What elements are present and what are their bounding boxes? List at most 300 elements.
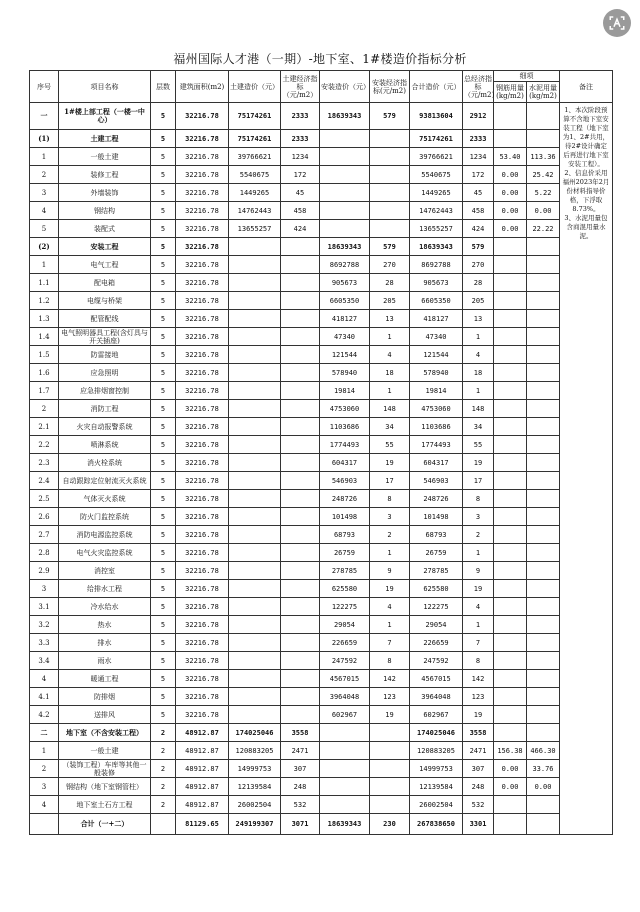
row-seq: (1) [30, 130, 59, 148]
row-concrete [527, 724, 560, 742]
row-name: 一般土建 [59, 742, 151, 760]
row-total-index: 18 [463, 364, 494, 382]
row-install-cost: 905673 [320, 274, 370, 292]
row-install-cost: 247592 [320, 652, 370, 670]
row-floors: 5 [151, 670, 176, 688]
row-civil-index: 532 [281, 796, 320, 814]
row-civil-cost [229, 508, 281, 526]
header-seq: 序号 [30, 71, 59, 103]
row-concrete [527, 274, 560, 292]
row-area: 48912.87 [176, 742, 229, 760]
row-civil-cost [229, 670, 281, 688]
row-total-cost: 4753060 [410, 400, 463, 418]
row-seq: 2 [30, 400, 59, 418]
row-install-cost: 47340 [320, 328, 370, 346]
row-install-index: 18 [370, 364, 410, 382]
row-area: 32216.78 [176, 256, 229, 274]
row-concrete [527, 814, 560, 835]
row-civil-cost: 12139584 [229, 778, 281, 796]
row-civil-index [281, 436, 320, 454]
row-name: 地下室（不含安装工程） [59, 724, 151, 742]
row-seq: 1 [30, 742, 59, 760]
row-concrete [527, 436, 560, 454]
row-civil-index [281, 256, 320, 274]
row-civil-cost [229, 346, 281, 364]
row-name: 装配式 [59, 220, 151, 238]
row-install-cost [320, 220, 370, 238]
row-steel [494, 634, 527, 652]
row-total-cost: 248726 [410, 490, 463, 508]
row-total-index: 2471 [463, 742, 494, 760]
table-row [30, 634, 613, 652]
table-row [30, 562, 613, 580]
row-floors: 5 [151, 436, 176, 454]
row-install-index: 4 [370, 346, 410, 364]
row-floors: 2 [151, 778, 176, 796]
text-scan-icon [608, 14, 626, 32]
row-area: 32216.78 [176, 184, 229, 202]
row-install-cost [320, 166, 370, 184]
row-install-cost: 18639343 [320, 103, 370, 130]
row-total-cost: 29054 [410, 616, 463, 634]
table-row [30, 526, 613, 544]
row-civil-cost [229, 616, 281, 634]
row-total-index: 34 [463, 418, 494, 436]
table-row [30, 184, 613, 202]
row-area: 48912.87 [176, 760, 229, 778]
row-area: 32216.78 [176, 670, 229, 688]
row-steel [494, 580, 527, 598]
row-concrete [527, 508, 560, 526]
row-floors: 5 [151, 130, 176, 148]
row-total-index: 17 [463, 472, 494, 490]
row-steel [494, 490, 527, 508]
row-concrete [527, 130, 560, 148]
row-civil-cost [229, 292, 281, 310]
row-install-cost: 19814 [320, 382, 370, 400]
row-concrete [527, 400, 560, 418]
row-floors: 5 [151, 328, 176, 346]
row-concrete: 5.22 [527, 184, 560, 202]
row-total-index: 1 [463, 544, 494, 562]
row-total-cost: 75174261 [410, 130, 463, 148]
row-area: 32216.78 [176, 652, 229, 670]
row-name: 给排水工程 [59, 580, 151, 598]
row-steel [494, 670, 527, 688]
row-name: 防排烟 [59, 688, 151, 706]
row-civil-cost: 26002504 [229, 796, 281, 814]
row-civil-cost: 5540675 [229, 166, 281, 184]
row-total-index: 3558 [463, 724, 494, 742]
table-row [30, 598, 613, 616]
row-floors: 5 [151, 274, 176, 292]
row-area: 32216.78 [176, 490, 229, 508]
row-steel: 0.00 [494, 166, 527, 184]
row-install-index: 7 [370, 634, 410, 652]
row-total-cost: 12139584 [410, 778, 463, 796]
row-name: 送排风 [59, 706, 151, 724]
row-concrete [527, 634, 560, 652]
row-floors: 5 [151, 400, 176, 418]
header-name: 项目名称 [59, 71, 151, 103]
row-install-cost: 4753060 [320, 400, 370, 418]
row-name: 电气照明器具工程(含灯具与开关插座) [59, 328, 151, 346]
table-row [30, 616, 613, 634]
row-total-cost: 39766621 [410, 148, 463, 166]
row-seq: 2.2 [30, 436, 59, 454]
row-civil-index: 1234 [281, 148, 320, 166]
row-install-cost: 418127 [320, 310, 370, 328]
row-seq: 3.1 [30, 598, 59, 616]
row-civil-index [281, 400, 320, 418]
row-total-cost: 578940 [410, 364, 463, 382]
row-concrete [527, 616, 560, 634]
row-floors: 5 [151, 508, 176, 526]
row-total-cost: 625580 [410, 580, 463, 598]
row-concrete [527, 544, 560, 562]
row-civil-cost [229, 310, 281, 328]
row-area: 32216.78 [176, 544, 229, 562]
row-civil-index: 2333 [281, 103, 320, 130]
table-row [30, 256, 613, 274]
row-civil-index: 3558 [281, 724, 320, 742]
row-total-index: 172 [463, 166, 494, 184]
row-install-cost: 248726 [320, 490, 370, 508]
row-civil-cost [229, 562, 281, 580]
row-concrete [527, 796, 560, 814]
row-install-cost: 122275 [320, 598, 370, 616]
row-area: 32216.78 [176, 688, 229, 706]
row-total-index: 1 [463, 382, 494, 400]
row-area: 32216.78 [176, 634, 229, 652]
table-row [30, 382, 613, 400]
row-civil-index [281, 454, 320, 472]
table-row [30, 580, 613, 598]
row-total-cost: 226659 [410, 634, 463, 652]
row-floors: 2 [151, 742, 176, 760]
row-civil-cost: 75174261 [229, 103, 281, 130]
row-install-cost: 18639343 [320, 814, 370, 835]
row-install-cost: 121544 [320, 346, 370, 364]
row-steel [494, 598, 527, 616]
row-civil-cost [229, 436, 281, 454]
row-seq: 二 [30, 724, 59, 742]
row-area: 48912.87 [176, 778, 229, 796]
text-recognition-button[interactable] [603, 9, 631, 37]
row-concrete [527, 526, 560, 544]
table-row [30, 202, 613, 220]
row-seq [30, 814, 59, 835]
row-install-index: 148 [370, 400, 410, 418]
row-install-index [370, 202, 410, 220]
row-floors: 5 [151, 238, 176, 256]
row-concrete [527, 490, 560, 508]
row-steel: 0.00 [494, 202, 527, 220]
table-row [30, 796, 613, 814]
row-civil-index: 3071 [281, 814, 320, 835]
row-civil-cost [229, 256, 281, 274]
row-area: 48912.87 [176, 724, 229, 742]
row-install-index: 579 [370, 238, 410, 256]
row-total-cost: 122275 [410, 598, 463, 616]
row-seq: 1.7 [30, 382, 59, 400]
row-seq: 5 [30, 220, 59, 238]
row-install-index: 8 [370, 652, 410, 670]
row-civil-cost [229, 598, 281, 616]
row-steel [494, 418, 527, 436]
table-row [30, 310, 613, 328]
row-name: 消火栓系统 [59, 454, 151, 472]
row-area: 32216.78 [176, 382, 229, 400]
row-install-index: 270 [370, 256, 410, 274]
row-install-index: 13 [370, 310, 410, 328]
row-install-index: 4 [370, 598, 410, 616]
row-install-index: 17 [370, 472, 410, 490]
row-total-index: 9 [463, 562, 494, 580]
table-row [30, 166, 613, 184]
row-steel [494, 346, 527, 364]
row-seq: 3 [30, 184, 59, 202]
row-steel [494, 364, 527, 382]
row-install-cost: 604317 [320, 454, 370, 472]
row-concrete [527, 382, 560, 400]
row-install-cost: 578940 [320, 364, 370, 382]
row-steel [494, 544, 527, 562]
row-total-cost: 26759 [410, 544, 463, 562]
row-total-index: 270 [463, 256, 494, 274]
row-seq: 2.4 [30, 472, 59, 490]
row-install-cost [320, 760, 370, 778]
row-steel [494, 814, 527, 835]
row-install-index: 142 [370, 670, 410, 688]
row-install-index: 55 [370, 436, 410, 454]
row-total-index: 55 [463, 436, 494, 454]
row-total-index: 1 [463, 616, 494, 634]
row-steel [494, 508, 527, 526]
row-install-cost: 8692788 [320, 256, 370, 274]
row-install-index [370, 778, 410, 796]
row-install-index: 230 [370, 814, 410, 835]
row-floors [151, 814, 176, 835]
row-steel [494, 274, 527, 292]
row-steel [494, 724, 527, 742]
row-area: 32216.78 [176, 130, 229, 148]
row-total-index: 579 [463, 238, 494, 256]
row-install-index: 19 [370, 454, 410, 472]
row-steel: 53.40 [494, 148, 527, 166]
row-concrete: 0.00 [527, 778, 560, 796]
row-total-index: 142 [463, 670, 494, 688]
row-civil-index [281, 472, 320, 490]
row-total-cost: 13655257 [410, 220, 463, 238]
row-total-index: 28 [463, 274, 494, 292]
row-civil-cost: 120883205 [229, 742, 281, 760]
row-install-cost: 1103686 [320, 418, 370, 436]
row-steel [494, 454, 527, 472]
row-floors: 5 [151, 634, 176, 652]
row-steel [494, 796, 527, 814]
header-install-cost: 安装造价（元） [320, 71, 370, 103]
row-seq: 4 [30, 670, 59, 688]
table-row [30, 778, 613, 796]
row-total-cost: 905673 [410, 274, 463, 292]
table-row [30, 364, 613, 382]
row-floors: 5 [151, 652, 176, 670]
row-total-cost: 121544 [410, 346, 463, 364]
row-steel [494, 400, 527, 418]
row-install-cost: 18639343 [320, 238, 370, 256]
row-install-cost [320, 742, 370, 760]
row-install-index: 34 [370, 418, 410, 436]
row-civil-cost [229, 652, 281, 670]
row-name: 冷水给水 [59, 598, 151, 616]
row-seq: 1.6 [30, 364, 59, 382]
row-install-cost [320, 130, 370, 148]
row-total-index: 123 [463, 688, 494, 706]
row-floors: 5 [151, 418, 176, 436]
row-seq: 3 [30, 778, 59, 796]
row-floors: 5 [151, 544, 176, 562]
row-total-index: 19 [463, 454, 494, 472]
row-area: 32216.78 [176, 274, 229, 292]
row-concrete [527, 292, 560, 310]
row-steel [494, 526, 527, 544]
row-steel [494, 328, 527, 346]
row-floors: 5 [151, 310, 176, 328]
row-floors: 5 [151, 490, 176, 508]
row-floors: 5 [151, 103, 176, 130]
row-install-cost: 68793 [320, 526, 370, 544]
row-total-cost: 4567015 [410, 670, 463, 688]
row-total-index: 2333 [463, 130, 494, 148]
row-civil-cost: 13655257 [229, 220, 281, 238]
table-row [30, 454, 613, 472]
row-civil-index [281, 634, 320, 652]
row-total-index: 45 [463, 184, 494, 202]
row-civil-cost [229, 544, 281, 562]
row-name: 雨水 [59, 652, 151, 670]
row-name: 安装工程 [59, 238, 151, 256]
row-install-cost: 26759 [320, 544, 370, 562]
row-install-index [370, 130, 410, 148]
row-total-index: 13 [463, 310, 494, 328]
row-install-index: 2 [370, 526, 410, 544]
row-total-cost: 18639343 [410, 238, 463, 256]
row-civil-index: 248 [281, 778, 320, 796]
row-civil-index [281, 292, 320, 310]
row-concrete [527, 706, 560, 724]
row-total-index: 424 [463, 220, 494, 238]
row-total-cost: 602967 [410, 706, 463, 724]
row-civil-cost [229, 328, 281, 346]
row-area: 32216.78 [176, 202, 229, 220]
row-area: 32216.78 [176, 562, 229, 580]
row-floors: 5 [151, 616, 176, 634]
row-area: 32216.78 [176, 220, 229, 238]
row-civil-index [281, 418, 320, 436]
row-seq: 2 [30, 760, 59, 778]
row-total-index: 4 [463, 346, 494, 364]
table-row [30, 400, 613, 418]
table-row [30, 490, 613, 508]
row-install-cost [320, 184, 370, 202]
remark-note: 1、本次阶段预算不含地下室安装工程（地下室为1、2#共用，待2#设计确定后再进行地下室安装工程）。 2、信息价采用福州2023年2月份材料指导价格，下浮取8.73%。 3、水泥用量包含商混用量水泥。 [560, 103, 613, 835]
row-install-index [370, 724, 410, 742]
header-remark: 备注 [560, 71, 613, 103]
row-install-cost [320, 148, 370, 166]
row-civil-cost: 14999753 [229, 760, 281, 778]
row-civil-cost [229, 472, 281, 490]
row-install-cost: 29054 [320, 616, 370, 634]
table-row [30, 274, 613, 292]
row-install-cost: 101498 [320, 508, 370, 526]
row-total-index: 1 [463, 328, 494, 346]
row-civil-cost: 249199307 [229, 814, 281, 835]
row-name: 钢结构 [59, 202, 151, 220]
row-name: 地下室土石方工程 [59, 796, 151, 814]
row-name: 1#楼上部工程（一楼一中心） [59, 103, 151, 130]
row-area: 32216.78 [176, 418, 229, 436]
row-civil-index [281, 382, 320, 400]
row-total-cost: 6605350 [410, 292, 463, 310]
row-concrete: 0.00 [527, 202, 560, 220]
row-total-index: 3 [463, 508, 494, 526]
row-name: 消控室 [59, 562, 151, 580]
row-total-index: 2 [463, 526, 494, 544]
row-install-index [370, 742, 410, 760]
header-detail: 细项 [494, 71, 560, 82]
row-area: 32216.78 [176, 310, 229, 328]
row-area: 32216.78 [176, 400, 229, 418]
row-concrete [527, 310, 560, 328]
row-name: 自动跟踪定位射流灭火系统 [59, 472, 151, 490]
row-floors: 5 [151, 526, 176, 544]
row-steel [494, 562, 527, 580]
row-seq: 一 [30, 103, 59, 130]
row-name: 消防电源监控系统 [59, 526, 151, 544]
row-civil-index: 45 [281, 184, 320, 202]
row-concrete [527, 562, 560, 580]
cost-index-table [29, 70, 613, 835]
row-concrete [527, 328, 560, 346]
row-concrete [527, 418, 560, 436]
row-install-index: 1 [370, 616, 410, 634]
row-area: 32216.78 [176, 706, 229, 724]
row-total-cost: 8692788 [410, 256, 463, 274]
row-concrete: 33.76 [527, 760, 560, 778]
row-install-index: 19 [370, 706, 410, 724]
row-civil-cost [229, 688, 281, 706]
row-total-index: 248 [463, 778, 494, 796]
row-install-index [370, 166, 410, 184]
row-civil-index [281, 328, 320, 346]
row-floors: 5 [151, 562, 176, 580]
row-name: 应急排烟窗控制 [59, 382, 151, 400]
row-seq: 1 [30, 256, 59, 274]
row-total-cost: 26002504 [410, 796, 463, 814]
row-civil-index [281, 562, 320, 580]
table-row [30, 103, 613, 130]
row-total-cost: 546903 [410, 472, 463, 490]
row-total-index: 8 [463, 490, 494, 508]
row-civil-cost [229, 490, 281, 508]
row-floors: 2 [151, 724, 176, 742]
row-total-index: 2912 [463, 103, 494, 130]
row-concrete: 113.36 [527, 148, 560, 166]
row-steel [494, 472, 527, 490]
row-name: 电气工程 [59, 256, 151, 274]
row-seq: 4 [30, 202, 59, 220]
